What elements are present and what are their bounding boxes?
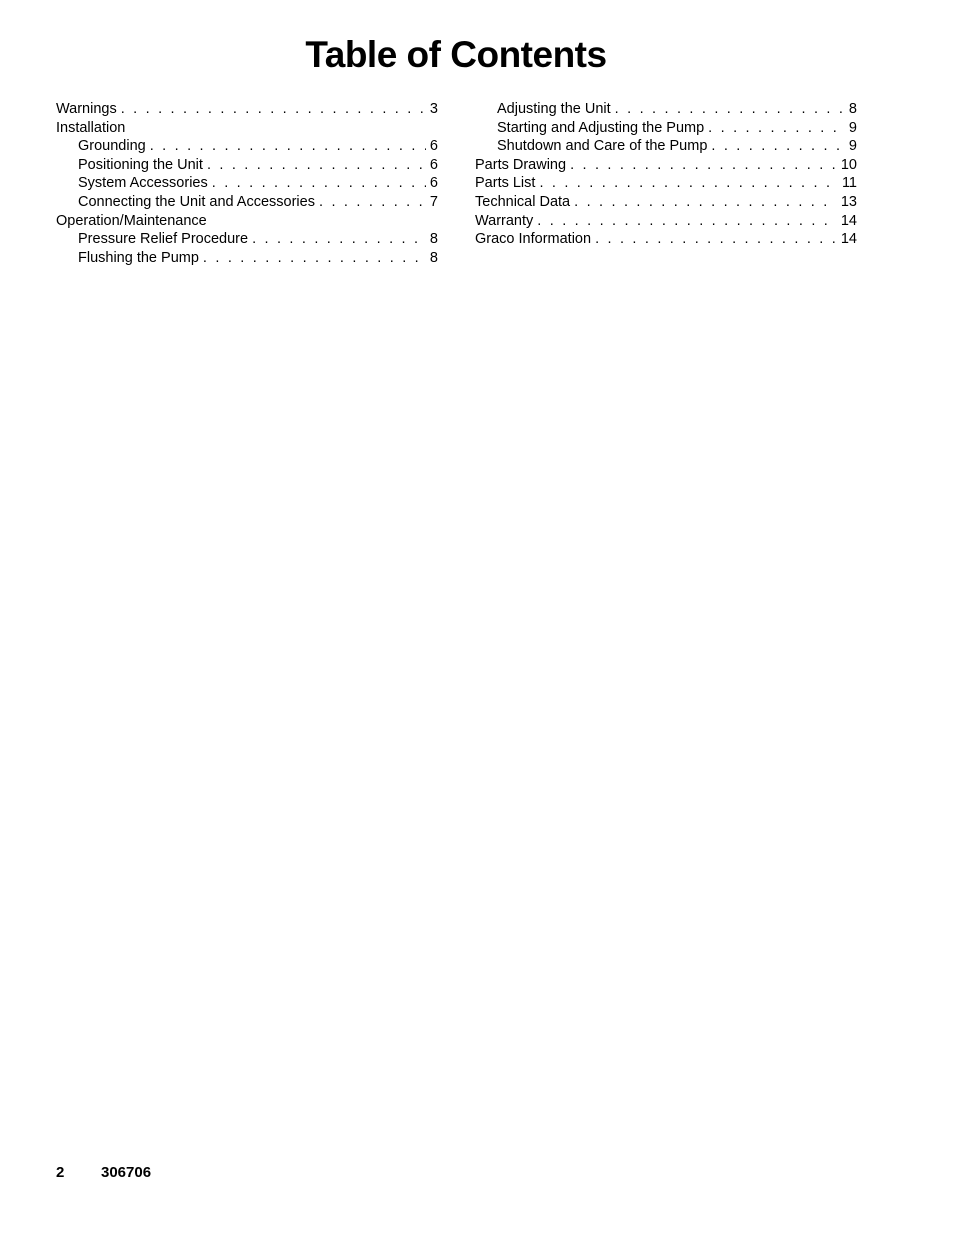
toc-dot-leader (203, 249, 426, 268)
toc-entry[interactable] (56, 249, 438, 268)
page-footer (56, 1164, 151, 1181)
toc-entry-page: 8 (848, 101, 857, 117)
toc-entry-page: 13 (840, 193, 857, 210)
toc-entry-label: Parts Drawing (475, 156, 567, 173)
toc-dot-leader (708, 119, 845, 138)
toc-entry-label: Shutdown and Care of the Pump (497, 138, 708, 155)
footer-doc-number: 306706 (101, 1164, 152, 1181)
toc-entry-label: Graco Information (475, 231, 592, 248)
toc-left-column (56, 100, 438, 267)
toc-entry-page: 6 (429, 156, 438, 173)
toc-entry-page: 7 (429, 193, 438, 210)
toc-entry-page: 9 (848, 119, 857, 136)
toc-dot-leader (570, 156, 837, 175)
toc-dot-leader (615, 100, 845, 119)
toc-entry-label: Adjusting the Unit (497, 101, 611, 117)
toc-entry[interactable] (475, 100, 857, 119)
footer-page-number: 2 (56, 1164, 65, 1181)
toc-entry-label: Technical Data (475, 193, 571, 210)
toc-entry-label: Connecting the Unit and Accessories (78, 193, 315, 210)
toc-entry-label: Starting and Adjusting the Pump (497, 119, 705, 136)
toc-right-column (475, 100, 857, 249)
toc-entry-page: 9 (848, 138, 857, 155)
toc-entry-page: 3 (429, 101, 438, 117)
toc-dot-leader (574, 193, 837, 212)
toc-entry[interactable] (475, 230, 857, 249)
toc-entry[interactable] (56, 174, 438, 193)
toc-entry-label: Grounding (78, 138, 146, 155)
toc-entry-page: 6 (429, 138, 438, 155)
toc-dot-leader (150, 137, 426, 156)
toc-entry[interactable] (56, 230, 438, 249)
toc-entry[interactable] (56, 212, 438, 231)
toc-entry-page: 10 (840, 156, 857, 173)
toc-entry-label: Pressure Relief Procedure (78, 231, 249, 248)
toc-entry-page: 14 (840, 231, 857, 248)
toc-entry[interactable] (56, 137, 438, 156)
toc-dot-leader (539, 174, 838, 193)
toc-entry-page: 8 (429, 249, 438, 266)
toc-entry-page: 11 (841, 175, 857, 192)
toc-dot-leader (537, 212, 837, 231)
toc-entry-label: Positioning the Unit (78, 156, 203, 173)
toc-entry[interactable] (475, 156, 857, 175)
toc-entry-label: Operation/Maintenance (56, 212, 207, 229)
toc-entry[interactable] (475, 174, 857, 193)
toc-entry-page: 8 (429, 231, 438, 248)
toc-entry[interactable] (475, 119, 857, 138)
toc-entry[interactable] (475, 137, 857, 156)
toc-entry[interactable] (475, 193, 857, 212)
toc-dot-leader (711, 137, 845, 156)
page-title: Table of Contents (305, 34, 607, 75)
toc-dot-leader (207, 156, 426, 175)
toc-entry[interactable] (56, 119, 438, 138)
toc-entry[interactable] (56, 100, 438, 119)
toc-dot-leader (121, 100, 426, 119)
toc-entry-page: 14 (840, 212, 857, 229)
toc-entry-label: Installation (56, 119, 126, 136)
toc-entry[interactable] (56, 193, 438, 212)
toc-dot-leader (212, 174, 426, 193)
toc-entry-label: Parts List (475, 175, 536, 192)
toc-dot-leader (319, 193, 426, 212)
toc-entry[interactable] (56, 156, 438, 175)
toc-entry-label: Flushing the Pump (78, 249, 199, 266)
toc-dot-leader (252, 230, 426, 249)
toc-entry-page: 6 (429, 175, 438, 192)
toc-entry[interactable] (475, 212, 857, 231)
toc-dot-leader (595, 230, 837, 249)
toc-entry-label: Warnings (56, 101, 117, 117)
toc-entry-label: Warranty (475, 212, 534, 229)
toc-entry-label: System Accessories (78, 175, 208, 192)
